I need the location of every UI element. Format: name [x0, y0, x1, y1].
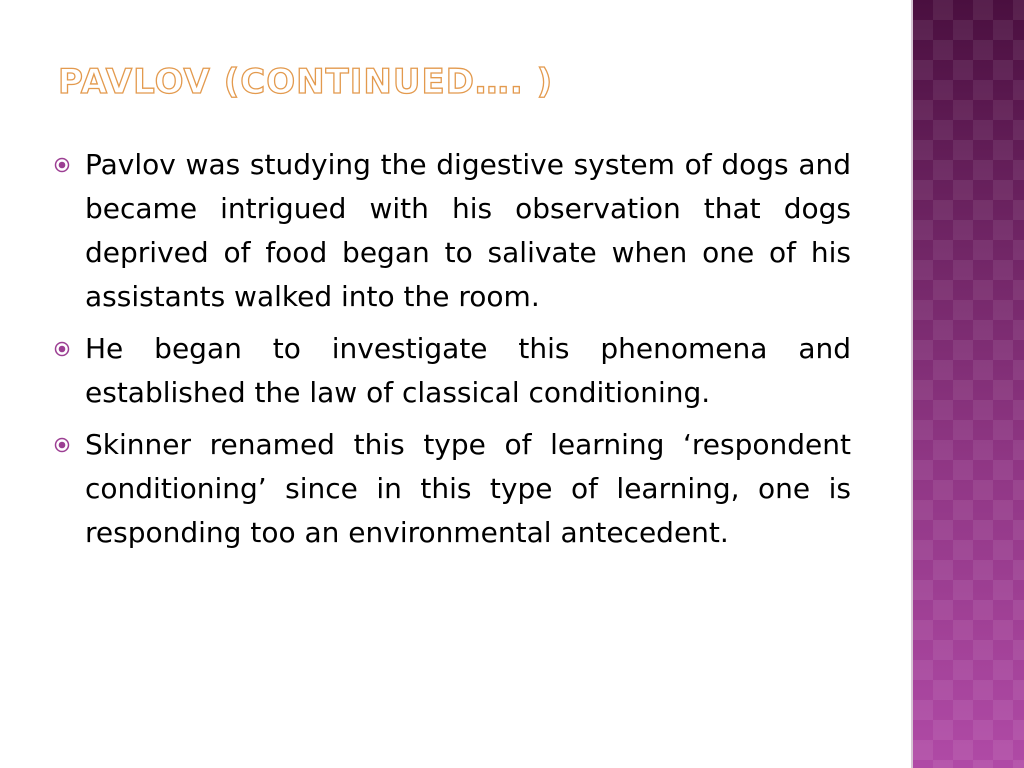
slide-title: PAVLOV (CONTINUED…. )	[58, 62, 554, 102]
bullet-item	[54, 143, 851, 319]
bullet-item	[54, 327, 851, 415]
bullet-text: He began to investigate this phenomena and established the law of classical conditioning.	[85, 332, 851, 409]
bullet-text: Pavlov was studying the digestive system of dogs and became intrigued with his observation that dogs deprived of food began to salivate when one of his assistants walked into the room.	[85, 148, 851, 313]
bullet-item	[54, 423, 851, 555]
circled-dot-bullet-icon	[54, 157, 70, 173]
decorative-side-band	[913, 0, 1024, 768]
circled-dot-bullet-icon	[54, 437, 70, 453]
bullet-list	[54, 143, 851, 563]
circled-dot-bullet-icon	[54, 341, 70, 357]
bullet-text: Skinner renamed this type of learning ‘respondent conditioning’ since in this type of learning, one is responding too an environmental antecedent.	[85, 428, 851, 549]
